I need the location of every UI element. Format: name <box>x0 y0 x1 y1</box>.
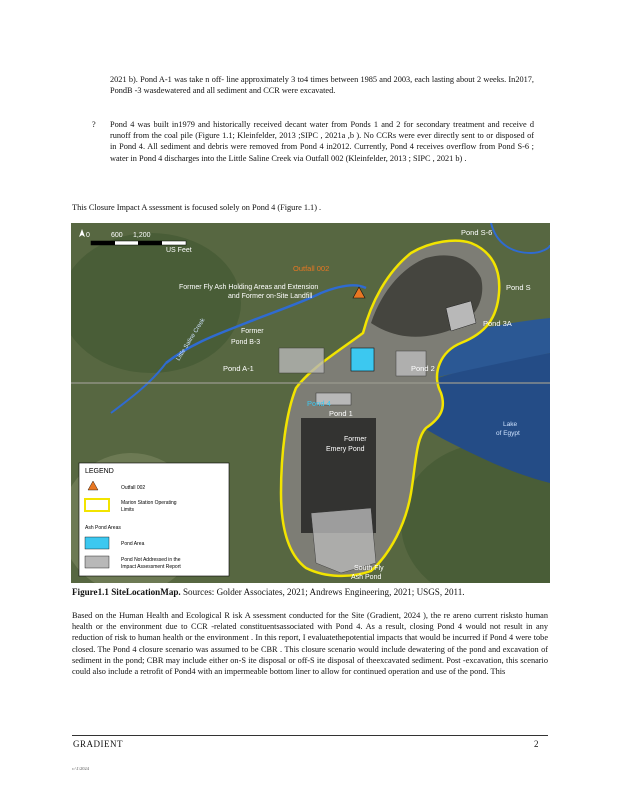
label-pond-s6: Pond S-6 <box>461 228 493 237</box>
legend-not-addressed-label-1: Pond Not Addressed in the <box>121 557 181 563</box>
figure-caption <box>72 586 552 598</box>
legend-boundary-label-1: Marion Station Operating <box>121 500 177 506</box>
label-former-b3-2: Pond B-3 <box>231 339 261 346</box>
label-pond-1: Pond 1 <box>329 409 353 418</box>
map-legend <box>79 463 229 576</box>
paragraph-pond-4-history: Pond 4 was built in1979 and historically received decant water from Ponds 1 and 2 for secondary treatment and receive d runoff from the coal pile (Figure 1.1; Kleinfelder, 2013 ;SIPC , 2021a ,b ). No CCRs were ever directly sent to or disposed of in Pond 4. All sediment and debris were removed from Pond 4 in2012. Currently, Pond 4 receives overflow from Pond S-6 ; water in Pond 4 discharges into the Little Saline Creek via Outfall 002 (Kleinfelder, 2013 ; SIPC , 2021 b) . <box>110 120 534 163</box>
label-former-fly-ash-2: and Former on-Site Landfill <box>228 293 313 300</box>
figure-caption-label: Figure1.1 SiteLocationMap. <box>72 587 181 597</box>
figure-caption-sources: Sources: Golder Associates, 2021; Andrews Engineering, 2021; USGS, 2011. <box>180 587 465 597</box>
label-outfall-002: Outfall 002 <box>293 264 330 273</box>
footer-code: c:\1\2024 <box>72 766 89 771</box>
label-former-b3-1: Former <box>241 328 264 335</box>
legend-title: LEGEND <box>85 468 114 475</box>
label-pond-a1: Pond A-1 <box>223 364 254 373</box>
scale-label-600: 600 <box>111 232 123 239</box>
page-number: 2 <box>534 739 539 749</box>
label-little-saline-creek: Little Saline Creek <box>175 317 207 363</box>
label-former-fly-ash-1: Former Fly Ash Holding Areas and Extension <box>179 284 319 291</box>
paragraph-focus: This Closure Impact A ssessment is focused solely on Pond 4 (Figure 1.1) . <box>72 203 322 212</box>
label-south-fly-2: Ash Pond <box>351 574 382 581</box>
label-former-emery-2: Emery Pond <box>326 446 365 453</box>
label-pond-2: Pond 2 <box>411 364 435 373</box>
legend-not-addressed-label-2: Impact Assessment Report <box>121 564 181 570</box>
legend-outfall-label: Outfall 002 <box>121 485 146 491</box>
scale-label-0: 0 <box>86 232 90 239</box>
label-pond-s: Pond S <box>506 283 531 292</box>
label-lake-1: Lake <box>503 421 518 428</box>
legend-boundary-label-2: Limits <box>121 507 135 513</box>
label-south-fly-1: South Fly <box>354 565 384 572</box>
bullet-marker: ? <box>92 120 96 129</box>
gradient-logo: GRADIENT <box>73 739 123 749</box>
scale-label-1200: 1,200 <box>133 232 151 239</box>
legend-pond-area-label: Pond Area <box>121 541 145 547</box>
site-location-map <box>71 223 550 583</box>
legend-ash-pond-areas: Ash Pond Areas <box>85 525 121 531</box>
scale-unit: US Feet <box>166 247 192 254</box>
label-lake-2: of Egypt <box>496 430 520 437</box>
label-former-emery-1: Former <box>344 436 367 443</box>
paragraph-pond-a1: 2021 b). Pond A-1 was take n off- line approximately 3 to4 times between 1985 and 2003, each lasting about 2 weeks. In2017, PondB -3 wasdewatered and all sediment and CCR were excavated. <box>110 75 534 96</box>
legend-not-addressed-swatch <box>85 556 109 568</box>
label-pond-3a: Pond 3A <box>483 319 512 328</box>
label-pond-4: Pond 4 <box>307 399 331 408</box>
legend-pond-area-swatch <box>85 537 109 549</box>
paragraph-risk-assessment: Based on the Human Health and Ecological R isk A ssessment conducted for the Site (Gradient, 2024 ), the re areno current risksto human health or the environment due to CCR -related constituentsassociated with Pond 4. As a result, closing Pond 4 would not result in any reduction of risk to human health or the environment . In this report, I evaluatethepotential impacts that would be incurred if Pond 4 were tobe closed. The Pond 4 closure scenario was assumed to be CBR . This closure scenario would include dewatering of the pond and excavation of sediment in the pond; CBR may include either on-S ite disposal or off-S ite disposal of theexcavated sediment. Post -excavation, this scenario could also include a retrofit of Pond4 with an impermeable bottom liner to allow for continued operation and use of the pond. This <box>72 611 548 677</box>
footer-divider <box>72 735 548 736</box>
